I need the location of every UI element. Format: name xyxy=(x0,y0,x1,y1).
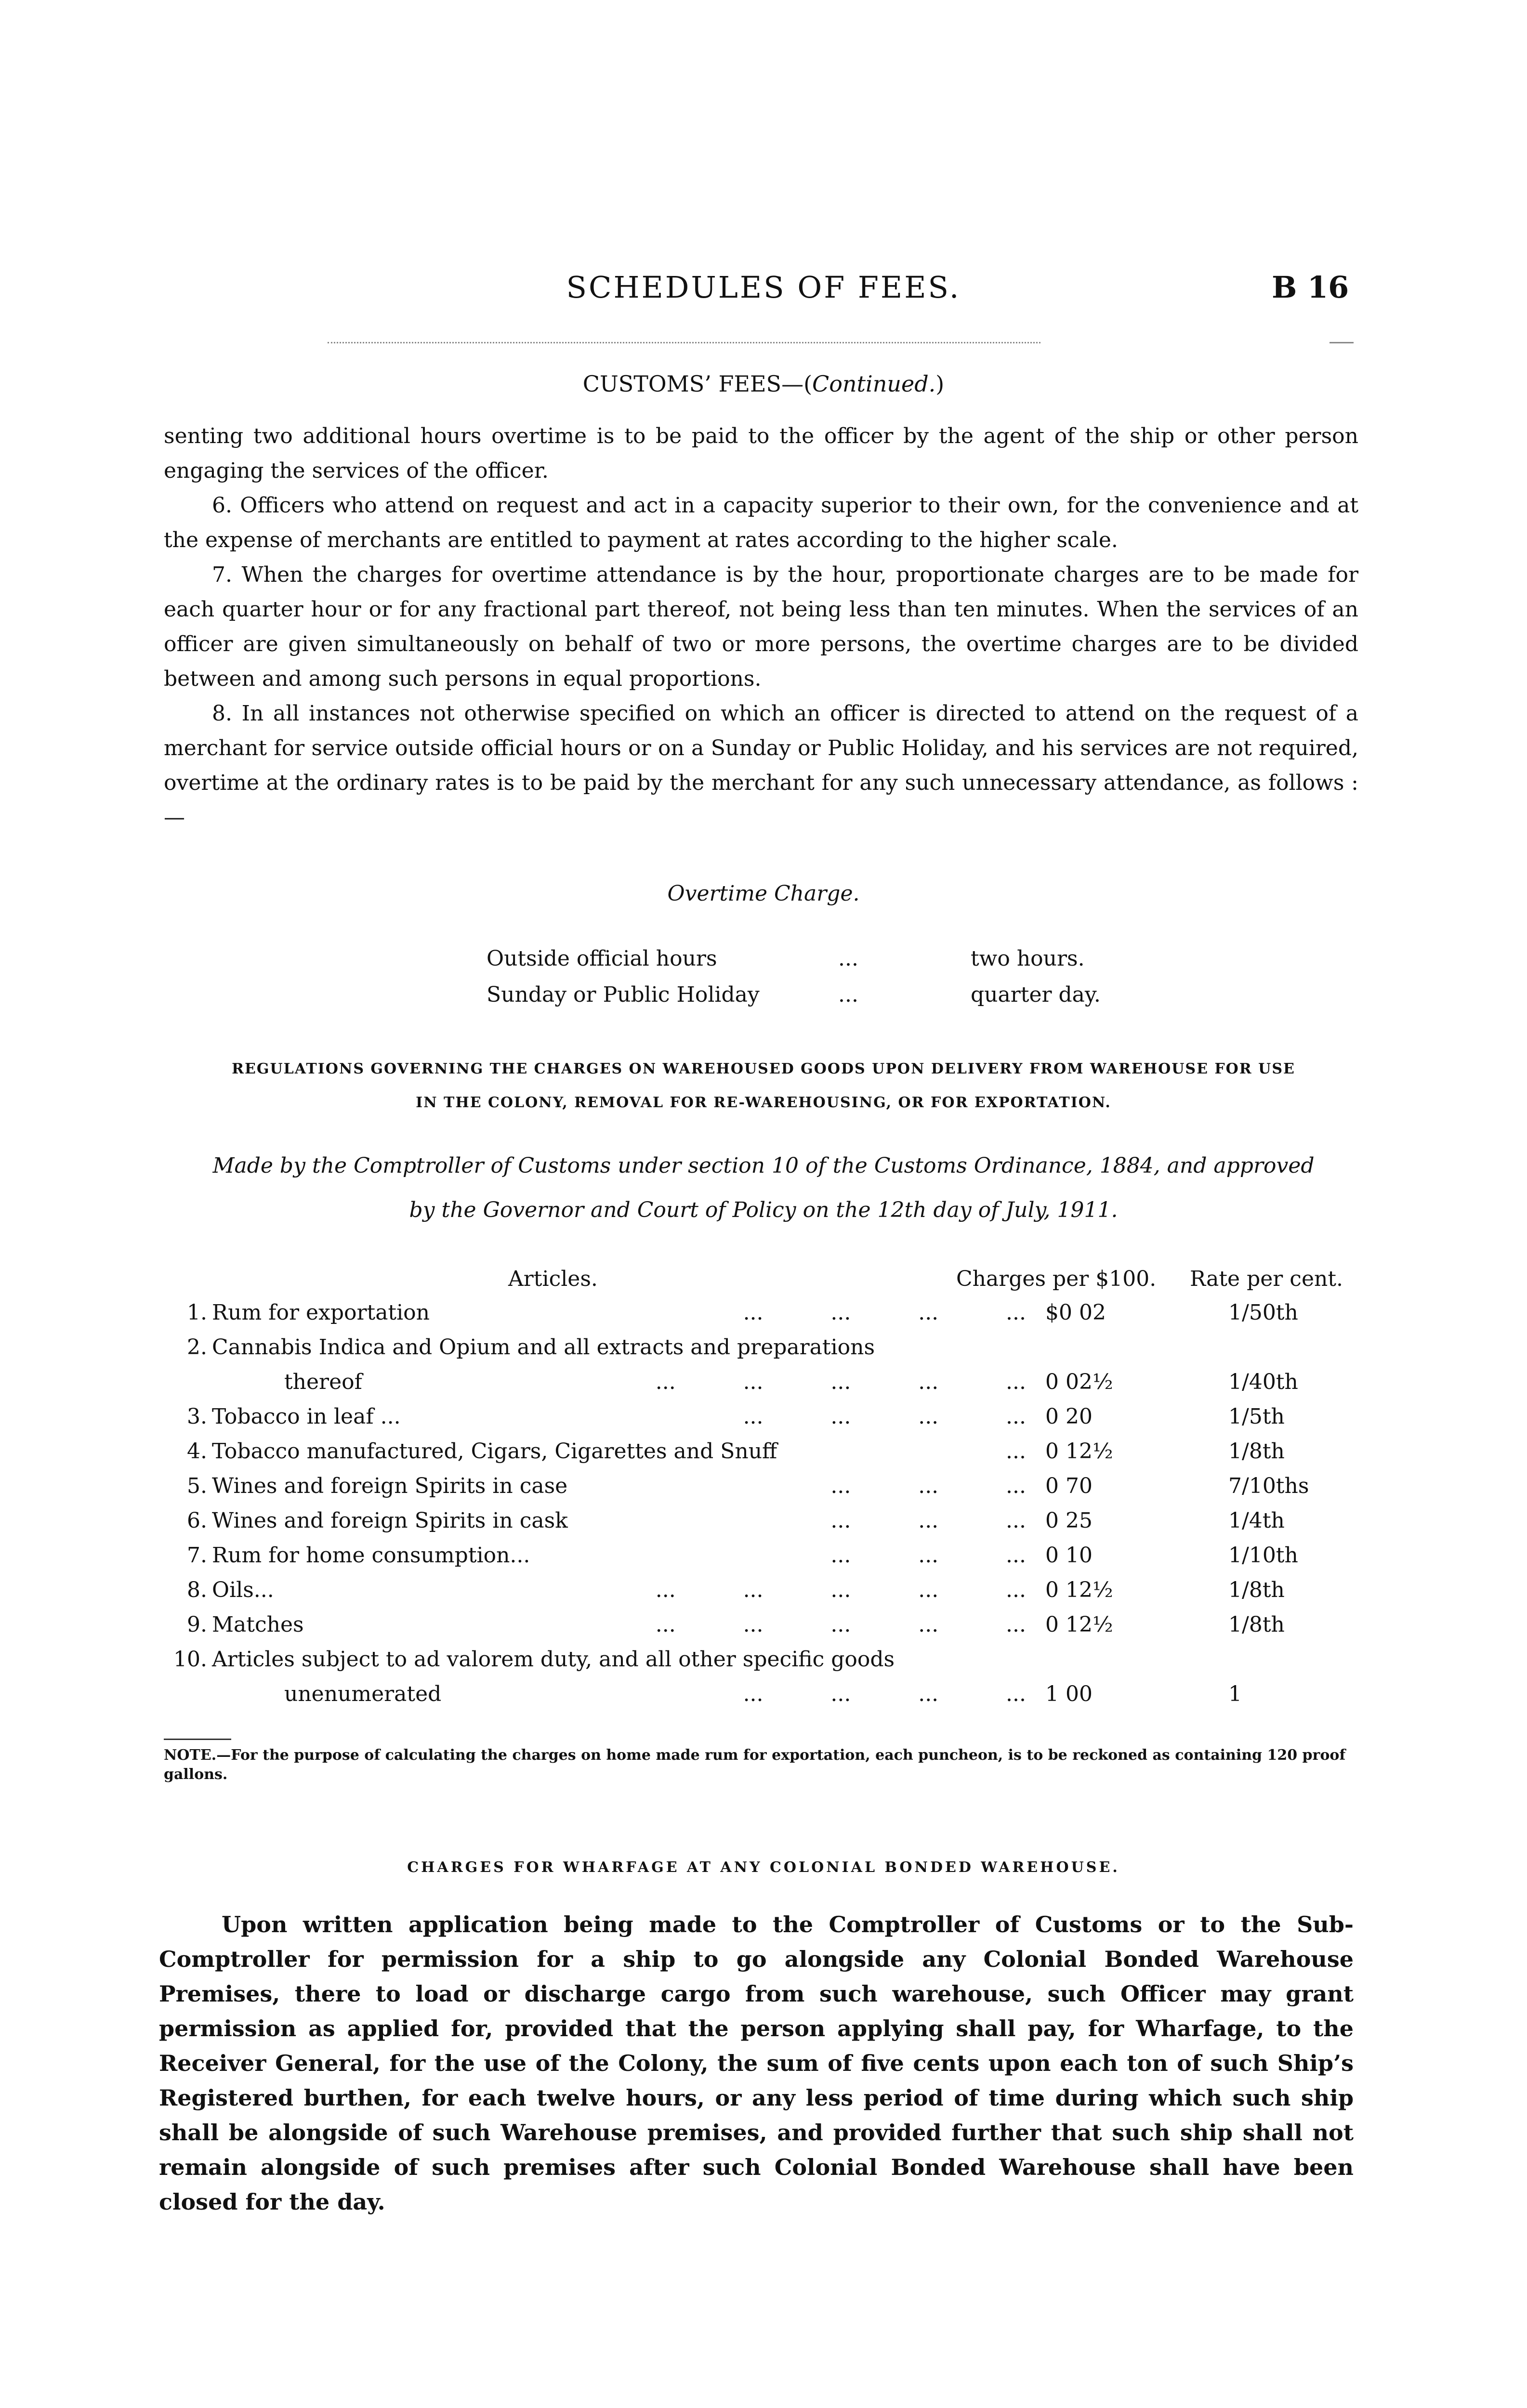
row-article: Rum for exportation xyxy=(212,1300,430,1325)
row-charge: 0 70 xyxy=(1045,1474,1093,1498)
paragraph-8: 8. In all instances not otherwise specified on which an officer is directed to attend on the request of a merchant for service outside official hours or on a Sunday or Public Holiday, and his services are not required, overtime at the ordinary rates is to be paid by the merchant for any such unnecessary attendance, as follows :— xyxy=(164,701,1358,830)
row-article: Oils... xyxy=(212,1578,274,1602)
table-row xyxy=(164,1439,1363,1474)
row-number: 3. xyxy=(187,1404,207,1429)
row-rate: 1/8th xyxy=(1228,1578,1285,1602)
row-number: 7. xyxy=(187,1543,207,1568)
row-article: Matches xyxy=(212,1612,304,1637)
table-row xyxy=(164,1578,1363,1612)
table-row xyxy=(164,1335,1363,1370)
row-charge: 0 12½ xyxy=(1045,1578,1113,1602)
overtime-row-label: Sunday or Public Holiday xyxy=(487,982,760,1007)
row-number: 9. xyxy=(187,1612,207,1637)
row-number: 4. xyxy=(187,1439,207,1464)
table-header-articles: Articles. xyxy=(508,1267,598,1291)
section-heading-italic: Continued. xyxy=(812,371,936,397)
row-article: Wines and foreign Spirits in case xyxy=(212,1474,568,1498)
row-leader-dots: ... ... ... ... xyxy=(743,1404,1026,1429)
table-header-rate: Rate per cent. xyxy=(1190,1267,1343,1291)
row-leader-dots: ... xyxy=(1006,1439,1026,1464)
made-by-line2: by the Governor and Court of Policy on the 12th day of July, 1911. xyxy=(409,1198,1118,1222)
row-number: 5. xyxy=(187,1474,207,1498)
wharfage-paragraph xyxy=(159,1907,1354,2219)
row-charge: 0 20 xyxy=(1045,1404,1093,1429)
table-row xyxy=(164,1543,1363,1578)
table-row xyxy=(164,1404,1363,1439)
section-heading xyxy=(0,371,1527,397)
overtime-row-label: Outside official hours xyxy=(487,946,717,971)
table-row xyxy=(164,1300,1363,1335)
header-rule-right xyxy=(1330,342,1354,343)
row-rate: 7/10ths xyxy=(1228,1474,1309,1498)
row-rate: 1/4th xyxy=(1228,1508,1285,1533)
row-article: unenumerated xyxy=(284,1682,442,1706)
table-row xyxy=(164,1474,1363,1508)
row-article: Wines and foreign Spirits in cask xyxy=(212,1508,568,1533)
overtime-row-value: two hours. xyxy=(971,946,1085,971)
row-number: 2. xyxy=(187,1335,207,1360)
row-charge: 0 12½ xyxy=(1045,1612,1113,1637)
page-header-title: SCHEDULES OF FEES. xyxy=(566,270,961,305)
page-number: B 16 xyxy=(1272,270,1349,305)
row-leader-dots: ... ... ... xyxy=(830,1474,1026,1498)
row-charge: 0 12½ xyxy=(1045,1439,1113,1464)
table-row xyxy=(164,1508,1363,1543)
row-rate: 1/10th xyxy=(1228,1543,1298,1568)
row-leader-dots: ... ... ... xyxy=(830,1508,1026,1533)
section-heading-close: ) xyxy=(935,371,945,397)
row-number: 10. xyxy=(173,1647,207,1672)
row-article: thereof xyxy=(284,1370,362,1394)
row-charge: 0 10 xyxy=(1045,1543,1093,1568)
overtime-row-dots: ... xyxy=(838,982,858,1007)
paragraph-6: 6. Officers who attend on request and act in a capacity superior to their own, for the convenience and at the expense of merchants are entitled to payment at rates according to the higher scale. xyxy=(164,493,1358,552)
row-rate: 1/40th xyxy=(1228,1370,1298,1394)
row-rate: 1/8th xyxy=(1228,1612,1285,1637)
row-rate: 1/50th xyxy=(1228,1300,1298,1325)
row-rate: 1/8th xyxy=(1228,1439,1285,1464)
made-by-line1: Made by the Comptroller of Customs under section 10 of the Customs Ordinance, 1884, and approved xyxy=(212,1153,1315,1178)
overtime-row-value: quarter day. xyxy=(971,982,1101,1007)
table-header-charges: Charges per $100. xyxy=(956,1267,1157,1291)
row-charge: 0 02½ xyxy=(1045,1370,1113,1394)
note-rule xyxy=(164,1739,231,1740)
table-row xyxy=(164,1682,1363,1716)
wharfage-heading: CHARGES FOR WHARFAGE AT ANY COLONIAL BONDED WAREHOUSE. xyxy=(407,1859,1120,1876)
overtime-charge-title: Overtime Charge. xyxy=(667,881,860,906)
header-rule xyxy=(328,342,1040,343)
overtime-row-dots: ... xyxy=(838,946,858,971)
fees-table xyxy=(164,1300,1363,1724)
table-row xyxy=(164,1612,1363,1647)
row-leader-dots: ... ... ... ... ... xyxy=(655,1578,1026,1602)
row-article: Tobacco in leaf ... xyxy=(212,1404,401,1429)
table-row xyxy=(164,1370,1363,1404)
body-paragraphs xyxy=(164,419,1358,835)
paragraph-continuation: senting two additional hours overtime is to be paid to the officer by the agent of the ship or other person engaging the services of the officer. xyxy=(164,424,1358,483)
row-leader-dots: ... ... ... xyxy=(830,1543,1026,1568)
section-heading-main: CUSTOMS’ FEES—( xyxy=(582,371,813,397)
regulations-heading-line2: IN THE COLONY, REMOVAL FOR RE-WAREHOUSING, OR FOR EXPORTATION. xyxy=(416,1094,1111,1111)
row-number: 1. xyxy=(187,1300,207,1325)
row-leader-dots: ... ... ... ... xyxy=(743,1300,1026,1325)
row-rate: 1 xyxy=(1228,1682,1242,1706)
regulations-heading xyxy=(164,1052,1363,1120)
regulations-made-by xyxy=(164,1144,1363,1232)
row-article: Cannabis Indica and Opium and all extracts and preparations xyxy=(212,1335,875,1360)
row-charge: $0 02 xyxy=(1045,1300,1106,1325)
row-article: Rum for home consumption... xyxy=(212,1543,530,1568)
row-leader-dots: ... ... ... ... ... xyxy=(655,1612,1026,1637)
row-number: 6. xyxy=(187,1508,207,1533)
row-leader-dots: ... ... ... ... xyxy=(743,1682,1026,1706)
paragraph-7: 7. When the charges for overtime attendance is by the hour, proportionate charges are to be made for each quarter hour or for any fractional part thereof, not being less than ten minutes. When the services of an officer are given simultaneously on behalf of two or more persons, the overtime charges are to be divided between and among such persons in equal proportions. xyxy=(164,563,1358,691)
wharfage-text: Upon written application being made to the Comptroller of Customs or to the Sub-Comptroller for permission for a ship to go alongside any Colonial Bonded Warehouse Premises, there to load or discharge cargo from such warehouse, such Officer may grant permission as applied for, provided that the person applying shall pay, for Wharfage, to the Receiver General, for the use of the Colony, the sum of five cents upon each ton of such Ship’s Registered burthen, for each twelve hours, or any less period of time during which such ship shall be alongside of such Warehouse premises, and provided further that such ship shall not remain alongside of such premises after such Colonial Bonded Warehouse shall have been closed for the day. xyxy=(159,1911,1354,2215)
table-row xyxy=(164,1647,1363,1682)
row-charge: 1 00 xyxy=(1045,1682,1093,1706)
row-charge: 0 25 xyxy=(1045,1508,1093,1533)
row-article: Articles subject to ad valorem duty, and all other specific goods xyxy=(212,1647,895,1672)
row-leader-dots: ... ... ... ... ... xyxy=(655,1370,1026,1394)
row-number: 8. xyxy=(187,1578,207,1602)
table-note: NOTE.—For the purpose of calculating the charges on home made rum for exportation, each puncheon, is to be reckoned as containing 120 proof gallons. xyxy=(164,1747,1346,1783)
regulations-heading-line1: REGULATIONS GOVERNING THE CHARGES ON WAREHOUSED GOODS UPON DELIVERY FROM WAREHOUSE FOR USE xyxy=(232,1060,1295,1077)
row-article: Tobacco manufactured, Cigars, Cigarettes and Snuff xyxy=(212,1439,777,1464)
row-rate: 1/5th xyxy=(1228,1404,1285,1429)
